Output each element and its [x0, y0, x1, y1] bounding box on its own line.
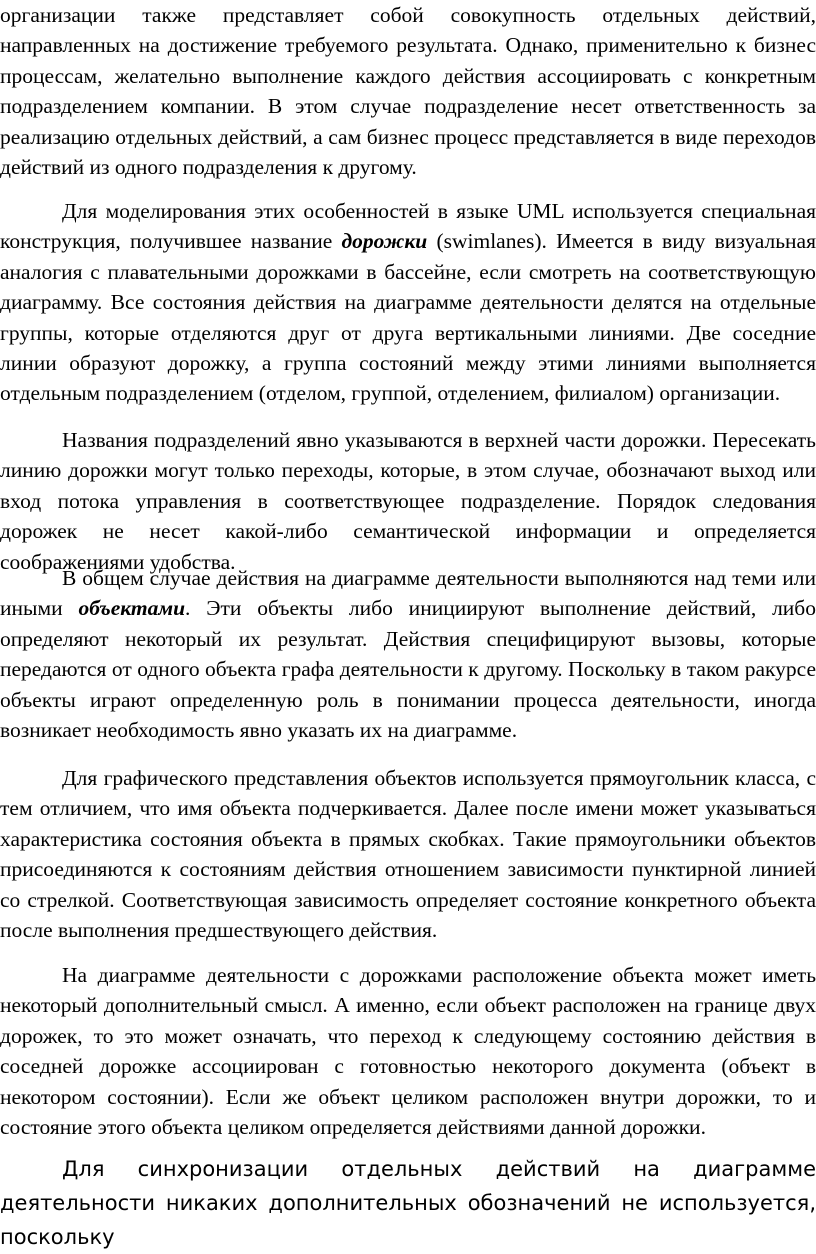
paragraph-3: Названия подразделений явно указываются в верхней части дорожки. Пересекать линию дорожки могут только переходы, которые, в этом случае, обозначают выход или вход потока управления в соответствующее подразделение. Порядок следования дорожек не несет какой-либо семантической информации и определяется соображениями удобства.	[0, 428, 816, 574]
paragraph-4-text-after: . Эти объекты либо инициируют выполнение действий, либо определяют некоторый их результат. Действия специфицируют вызовы, которые передаются от одного объекта графа деятельности к другому. Поскольку в таком ракурсе объекты играют определенную роль в понимании процесса деятельности, иногда возникает необходимость явно указать их на диаграмме.	[0, 596, 816, 743]
paragraph-4	[0, 563, 816, 745]
term-swimlanes: дорожки	[341, 229, 428, 254]
paragraph-1: организации также представляет собой совокупность отдельных действий, направленных на достижение требуемого результата. Однако, применительно к бизнес процессам, желательно выполнение каждого действия ассоциировать с конкретным подразделением компании. В этом случае подразделение несет ответственность за реализацию отдельных действий, а сам бизнес процесс представляется в виде переходов действий из одного подразделения к другому.	[0, 3, 816, 180]
paragraph-2-text-after: (swimlanes). Имеется в виду визуальная аналогия с плавательными дорожками в бассейне, если смотреть на соответствующую диаграмму. Все состояния действия на диаграмме деятельности делятся на отдельные группы, которые отделяются друг от друга вертикальными линиями. Две соседние линии образуют дорожку, а группа состояний между этими линиями выполняется отдельным подразделением (отделом, группой, отделением, филиалом) организации.	[0, 229, 816, 406]
paragraph-2	[0, 196, 816, 409]
paragraph-2-text-before: Для моделирования этих особенностей в языке UML используется специальная конструкция, получившее название	[0, 199, 816, 254]
paragraph-7: Для синхронизации отдельных действий на диаграмме деятельности никаких дополнительных обозначений не используется, поскольку	[0, 1157, 816, 1249]
paragraph-4-text-before: В общем случае действия на диаграмме деятельности выполняются над теми или иными	[0, 566, 816, 621]
paragraph-6: На диаграмме деятельности с дорожками расположение объекта может иметь некоторый дополнительный смысл. А именно, если объект расположен на границе двух дорожек, то это может означать, что переход к следующему состоянию действия в соседней дорожке ассоциирован с готовностью некоторого документа (объект в некотором состоянии). Если же объект целиком расположен внутри дорожки, то и состояние этого объекта целиком определяется действиями данной дорожки.	[0, 963, 816, 1140]
term-objects: объектами	[78, 596, 186, 621]
paragraph-5: Для графического представления объектов используется прямоугольник класса, с тем отличием, что имя объекта подчеркивается. Далее после имени может указываться характеристика состояния объекта в прямых скобках. Такие прямоугольники объектов присоединяются к состояниям действия отношением зависимости пунктирной линией со стрелкой. Соответствующая зависимость определяет состояние конкретного объекта после выполнения предшествующего действия.	[0, 766, 816, 943]
